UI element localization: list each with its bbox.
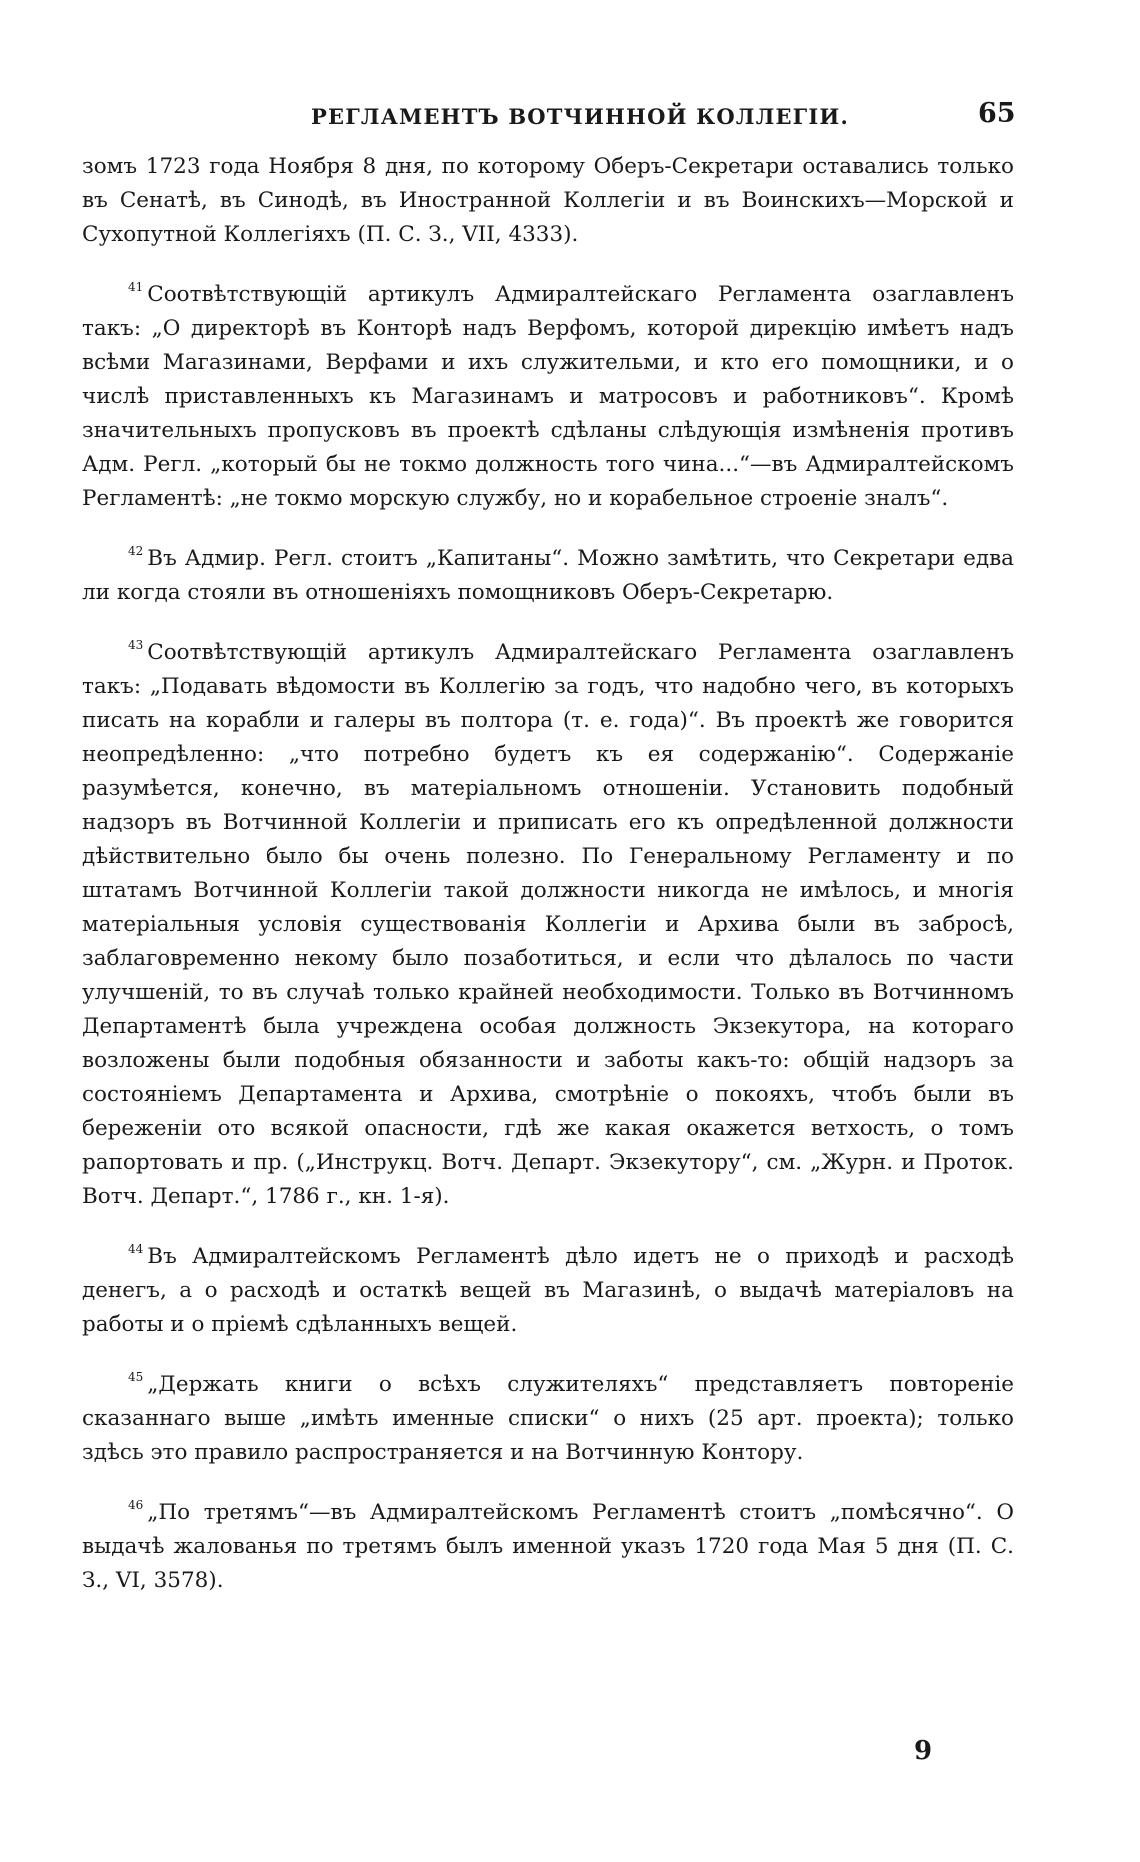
- footnote-42: [82, 542, 1014, 610]
- footnote-44: [82, 1240, 1014, 1342]
- footnote-number: 41: [128, 280, 144, 294]
- footnote-text: „По третямъ“—въ Адмиралтейскомъ Регламентѣ стоитъ „помѣсячно“. О выдачѣ жалованья по третямъ былъ именной указъ 1720 года Мая 5 дня (П. С. З., VI, 3578).: [82, 1500, 1014, 1593]
- page-body: [82, 150, 1014, 1598]
- running-title: РЕГЛАМЕНТЪ ВОТЧИННОЙ КОЛЛЕГІИ.: [311, 104, 849, 129]
- footnote-number: 42: [128, 544, 144, 558]
- page-number: 65: [978, 98, 1016, 129]
- footnote-text: Соотвѣтствующій артикулъ Адмиралтейскаго Регламента озаглавленъ такъ: „О директорѣ въ Конторѣ надъ Верфомъ, которой дирекцію имѣетъ надъ всѣми Магазинами, Верфами и ихъ служительми, и кто его помощники, и о числѣ приставленныхъ къ Магазинамъ и матросовъ и работниковъ“. Кромѣ значительныхъ пропусковъ въ проектѣ сдѣланы слѣдующія измѣненія противъ Адм. Регл. „который бы не токмо должность того чина...“—въ Адмиралтейскомъ Регламентѣ: „не токмо морскую службу, но и корабельное строеніе зналъ“.: [82, 282, 1014, 511]
- footnote-45: [82, 1368, 1014, 1470]
- signature-mark: 9: [914, 1736, 933, 1766]
- footnote-46: [82, 1496, 1014, 1598]
- footnote-text: Въ Адмир. Регл. стоитъ „Капитаны“. Можно замѣтить, что Секретари едва ли когда стояли въ отношеніяхъ помощниковъ Оберъ-Секретарю.: [82, 546, 1014, 605]
- footnote-number: 45: [128, 1370, 144, 1384]
- footnote-43: [82, 636, 1014, 1214]
- footnote-text: Соотвѣтствующій артикулъ Адмиралтейскаго Регламента озаглавленъ такъ: „Подавать вѣдомости въ Коллегію за годъ, что надобно чего, въ которыхъ писать на корабли и галеры въ полтора (т. е. года)“. Въ проектѣ же говорится неопредѣленно: „что потребно будетъ къ ея содержанію“. Содержаніе разумѣется, конечно, въ матеріальномъ отношеніи. Установить подобный надзоръ въ Вотчинной Коллегіи и приписать его къ опредѣленной должности дѣйствительно было бы очень полезно. По Генеральному Регламенту и по штатамъ Вотчинной Коллегіи такой должности никогда не имѣлось, и многія матеріальныя условія существованія Коллегіи и Архива были въ забросѣ, заблаговременно некому было позаботиться, и если что дѣлалось по части улучшеній, то въ случаѣ только крайней необходимости. Только въ Вотчинномъ Департаментѣ была учреждена особая должность Экзекутора, на котораго возложены были подобныя обязанности и заботы какъ-то: общій надзоръ за состояніемъ Департамента и Архива, смотрѣніе о покояхъ, чтобъ были въ береженіи ото всякой опасности, гдѣ же какая окажется ветхость, о томъ рапортовать и пр. („Инструкц. Вотч. Департ. Экзекутору“, см. „Журн. и Проток. Вотч. Департ.“, 1786 г., кн. 1-я).: [82, 640, 1014, 1209]
- footnote-text: „Держать книги о всѣхъ служителяхъ“ представляетъ повтореніе сказаннаго выше „имѣть именные списки“ о нихъ (25 арт. проекта); только здѣсь это правило распространяется и на Вотчинную Контору.: [82, 1372, 1014, 1465]
- continuation-paragraph: зомъ 1723 года Ноября 8 дня, по которому Оберъ-Секретари оставались только въ Сенатѣ, въ Синодѣ, въ Иностранной Коллегіи и въ Воинскихъ—Морской и Сухопутной Коллегіяхъ (П. С. З., VII, 4333).: [82, 154, 1014, 247]
- footnote-41: [82, 278, 1014, 516]
- footnote-number: 43: [128, 638, 144, 652]
- footnote-number: 46: [128, 1498, 144, 1512]
- footnote-number: 44: [128, 1242, 144, 1256]
- footnote-text: Въ Адмиралтейскомъ Регламентѣ дѣло идетъ не о приходѣ и расходѣ денегъ, а о расходѣ и остаткѣ вещей въ Магазинѣ, о выдачѣ матеріаловъ на работы и о пріемѣ сдѣланныхъ вещей.: [82, 1244, 1014, 1337]
